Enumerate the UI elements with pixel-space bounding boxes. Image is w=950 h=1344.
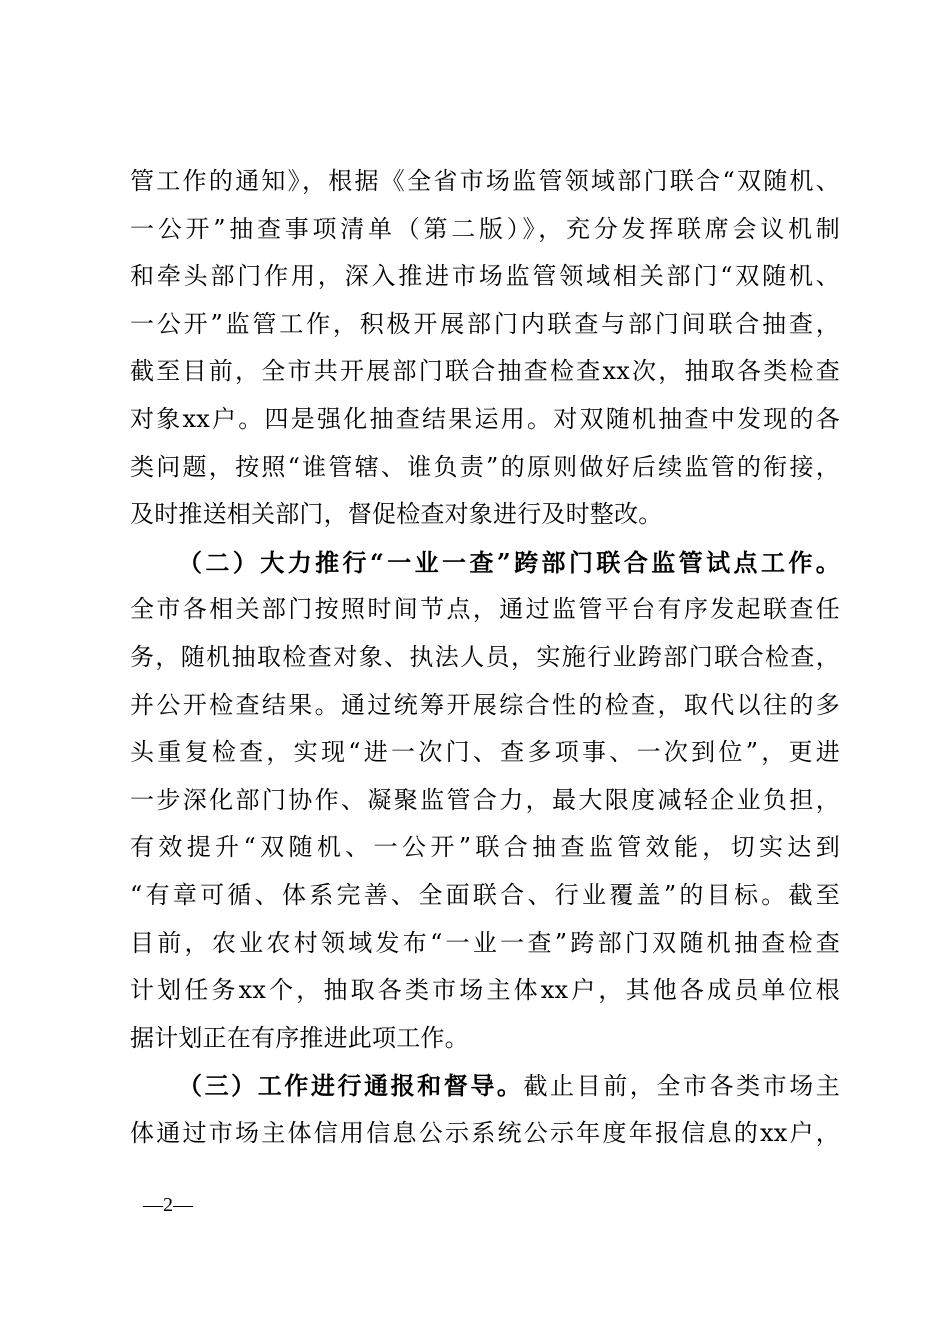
section-3-text: 截止目前，全市各类市场主: [523, 1072, 840, 1101]
paragraph-line: 和牵头部门作用，深入推进市场监管领域相关部门“双随机、: [130, 262, 840, 291]
page-number: —2—: [143, 1194, 193, 1216]
section-heading-3-line: [130, 1062, 840, 1110]
paragraph-line: 管工作的通知》，根据《全省市场监管领域部门联合“双随机、: [130, 167, 840, 195]
paragraph-line: 一公开”监管工作，积极开展部门内联查与部门间联合抽查，: [130, 309, 840, 338]
paragraph-line: 全市各相关部门按照时间节点，通过监管平台有序发起联查任: [130, 595, 840, 624]
section-heading-2: （二）大力推行“一业一查”跨部门联合监管试点工作。: [178, 547, 840, 577]
paragraph-line: 头重复检查，实现“进一次门、查多项事、一次到位”，更进: [130, 738, 840, 767]
paragraph-line: 及时推送相关部门，督促检查对象进行及时整改。: [130, 500, 663, 529]
paragraph-line: 务，随机抽取检查对象、执法人员，实施行业跨部门联合检查，: [130, 642, 840, 671]
paragraph-line: 一步深化部门协作、凝聚监管合力，最大限度减轻企业负担，: [130, 785, 840, 814]
paragraph-line: 并公开检查结果。通过统筹开展综合性的检查，取代以往的多: [130, 690, 840, 719]
paragraph-line: 截至目前，全市共开展部门联合抽查检查xx次，抽取各类检查: [130, 357, 840, 386]
body-text: [130, 158, 840, 1157]
paragraph-line: 类问题，按照“谁管辖、谁负责”的原则做好后续监管的衔接，: [130, 452, 840, 481]
section-heading-3: （三）工作进行通报和督导。: [178, 1071, 524, 1101]
paragraph-line: 目前，农业农村领域发布“一业一查”跨部门双随机抽查检查: [130, 928, 840, 957]
paragraph-line: 据计划正在有序推进此项工作。: [130, 1023, 469, 1052]
paragraph-line: 一公开”抽查事项清单（第二版）》，充分发挥联席会议机制: [130, 214, 840, 243]
paragraph-line: “有章可循、体系完善、全面联合、行业覆盖”的目标。截至: [130, 880, 840, 909]
paragraph-line: 有效提升“双随机、一公开”联合抽查监管效能，切实达到: [130, 833, 840, 862]
paragraph-line: 计划任务xx个，抽取各类市场主体xx户，其他各成员单位根: [130, 976, 840, 1005]
paragraph-line: 对象xx户。四是强化抽查结果运用。对双随机抽查中发现的各: [130, 404, 840, 433]
paragraph-line: 体通过市场主体信用信息公示系统公示年度年报信息的xx户，: [130, 1118, 840, 1147]
